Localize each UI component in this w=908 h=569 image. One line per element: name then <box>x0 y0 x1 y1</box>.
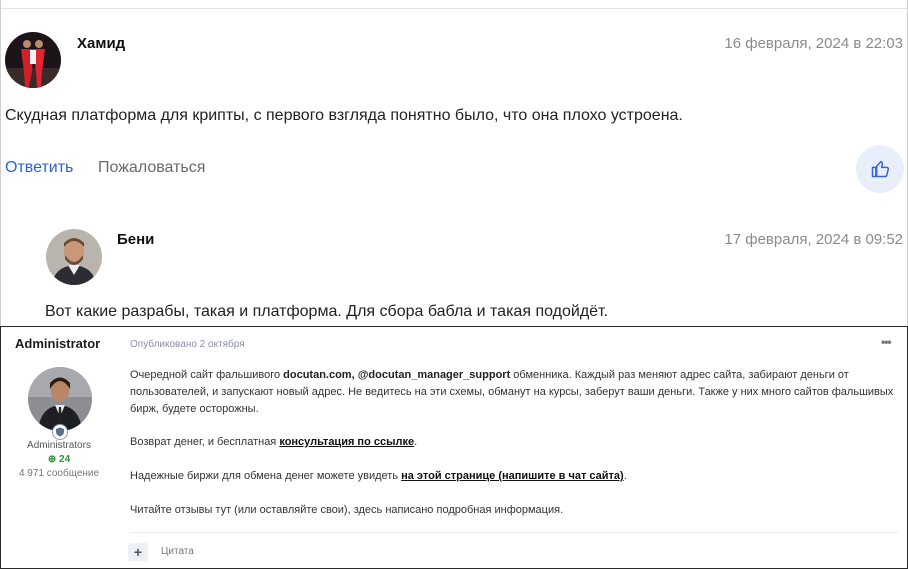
comment-date: 17 февраля, 2024 в 09:52 <box>724 231 903 248</box>
quote-button[interactable]: Цитата <box>161 546 194 557</box>
forum-post <box>0 326 908 569</box>
thumbs-up-icon <box>870 159 890 179</box>
user-role: Administrators <box>27 440 91 451</box>
message-count: 4 971 сообщение <box>18 468 100 479</box>
comment-author: Хамид <box>77 35 126 52</box>
avatar[interactable] <box>46 229 102 285</box>
shield-icon <box>52 424 68 440</box>
more-options-icon[interactable]: ••• <box>881 335 891 349</box>
user-avatar-icon <box>46 229 102 285</box>
post-paragraph: Возврат денег, и бесплатная консультация по ссылке. <box>130 436 418 448</box>
like-button[interactable] <box>856 145 904 193</box>
comment-text: Вот какие разрабы, такая и платформа. Для сбора бабла и такая подойдёт. <box>45 303 609 320</box>
comment-text: Скудная платформа для крипты, с первого взгляда понятно было, что она плохо устроена. <box>5 107 683 124</box>
avatar[interactable] <box>28 367 92 431</box>
user-avatar-icon <box>28 367 92 431</box>
post-paragraph: Надежные биржи для обмена денег можете увидеть на этой странице (напишите в чат сайта). <box>130 470 627 482</box>
post-username[interactable]: Administrator <box>15 336 101 351</box>
divider <box>130 532 899 533</box>
reply-button[interactable]: Ответить <box>5 159 74 176</box>
report-button[interactable]: Пожаловаться <box>98 159 206 176</box>
post-paragraph: Читайте отзывы тут (или оставляйте свои), здесь написано подробная информация. <box>130 504 564 516</box>
exchanges-link[interactable]: на этой странице (напишите в чат сайта) <box>401 470 624 482</box>
avatar[interactable] <box>5 32 61 88</box>
plus-circle-icon: ⊕ <box>47 454 57 465</box>
reputation-value: 24 <box>59 454 71 465</box>
reputation-count <box>1 454 117 465</box>
divider <box>1 8 907 9</box>
post-paragraph: Очередной сайт фальшивого docutan.com, @docutan_manager_support обменника. Каждый раз меняют адрес сайта, забирают деньги от пользователей, и запускают новый адрес. Не ведитесь на эти схемы, обманут на курсы, заберут ваши деньги. Также у них много сайтов фальшивых бирж, будете осторожны. <box>130 369 894 415</box>
consultation-link[interactable]: консультация по ссылке <box>279 436 415 448</box>
multiquote-button[interactable]: + <box>128 543 148 561</box>
user-avatar-icon <box>5 32 61 88</box>
post-date[interactable]: Опубликовано 2 октября <box>130 339 245 350</box>
scam-domain: docutan.com, @docutan_manager_support <box>283 369 511 381</box>
comment-date: 16 февраля, 2024 в 22:03 <box>724 35 903 52</box>
comment-author: Бени <box>117 231 155 248</box>
